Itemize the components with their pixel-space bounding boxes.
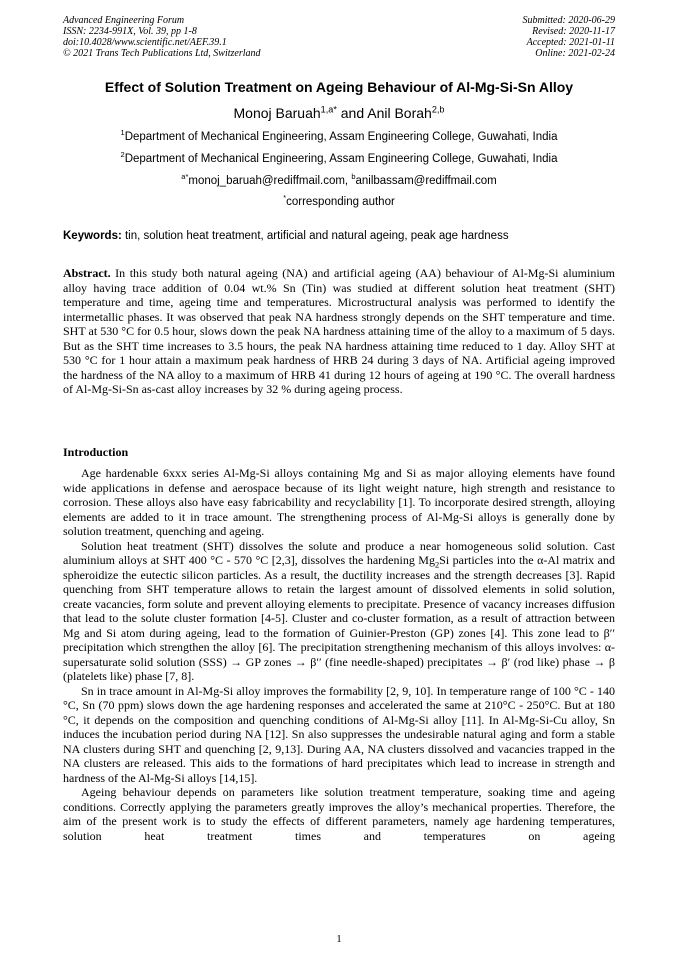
date-accepted: Accepted: 2021-01-11 [526, 37, 615, 48]
corresponding-note: *corresponding author [283, 193, 395, 208]
affiliation-2: $^2$Department of Mechanical Engineering, Assam Engineering College, Guwahati, India [120, 150, 558, 165]
author-list [0, 105, 678, 121]
keywords [63, 230, 615, 242]
author-1: Monoj Baruah [233, 105, 321, 121]
affiliation-1: $^1$Department of Mechanical Engineering, Assam Engineering College, Guwahati, India [120, 128, 558, 143]
section-heading-introduction: Introduction [63, 445, 129, 459]
page-number: 1 [336, 933, 342, 945]
submission-dates [523, 15, 616, 59]
intro-paragraph-1: Age hardenable 6xxx series Al-Mg-Si alloys containing Mg and Si as major alloying elements have found wide applications in defense and aerospace because of its light weight nature, high strength and resistance to corrosion. These alloys also have easy fabricability and recyclability [1]. To incorporate desired strength, alloying elements are added to it in trace amount. The strengthening process of Al-Mg-Si alloys is generally done by solution treatment, quenching and ageing. [63, 466, 615, 538]
date-online: Online: 2021-02-24 [535, 48, 615, 59]
email-link-b[interactable]: anilbassam@rediffmail.com [355, 175, 497, 187]
introduction-body [63, 466, 615, 843]
journal-doi: doi:10.4028/www.scientific.net/AEF.39.1 [63, 37, 227, 48]
email-link-a[interactable]: monoj_baruah@rediffmail.com, [188, 175, 349, 187]
date-submitted: Submitted: 2020-06-29 [522, 15, 615, 26]
journal-name: Advanced Engineering Forum [63, 15, 185, 26]
paper-title: Effect of Solution Treatment on Ageing Behaviour of Al-Mg-Si-Sn Alloy [104, 79, 574, 95]
journal-issn: ISSN: 2234-991X, Vol. 39, pp 1-8 [63, 26, 197, 37]
abstract [63, 266, 615, 397]
abstract-text: In this study both natural ageing (NA) and artificial ageing (AA) behaviour of Al-Mg-Si aluminium alloy having trace addition of 0.04 wt.% Sn (Tin) was studied at different solution heat treatment (SHT) temperature and time, ageing time and temperatures. Microstructural analysis was performed to identify the intermetallic phases. It was observed that peak NA hardness strongly depends on the SHT temperature and time. SHT at 530 °C for 0.5 hour, slows down the peak NA hardness attaining time of the alloy to a maximum of 5 days. But as the SHT time increases to 3.5 hours, the peak NA hardness attaining time reduced to 1 day. Alloy SHT at 530 °C for 1 hour attain a maximum peak hardness of HRB 24 during 3 days of NA. Artificial ageing improved the hardness of the NA alloy to a maximum of HRB 41 during 12 hours of ageing at 190 °C. The overall hardness of Al-Mg-Si-Sn as-cast alloy increases by 32 % during ageing process. [63, 266, 615, 396]
keywords-label: Keywords: [63, 230, 122, 242]
date-revised: Revised: 2020-11-17 [532, 26, 615, 37]
journal-info [63, 15, 261, 59]
intro-paragraph-3: Sn in trace amount in Al-Mg-Si alloy improves the formability [2, 9, 10]. In temperature range of 100 °C - 140 °C, Sn (70 ppm) slows down the age hardening responses and accelerated the same at 210°C - 250°C. But at 180 °C, it depends on the composition and quenching conditions of Al-Mg-Si alloy [11]. In Al-Mg-Si-Cu alloy, Sn induces the incubation period during NA [12]. Sn also suppresses the undesirable natural aging and form a stable NA clusters during SHT and quenching [2, 9,13]. During AA, NA clusters dissolved and vacancies trapped in the NA clusters are released. This aids to the formations of hard precipitates which lead to increase in strength and hardness of the Al-Mg-Si alloys [14,15]. [63, 683, 615, 785]
intro-paragraph-2: Solution heat treatment (SHT) dissolves the solute and produce a near homogeneous solid solution. Cast aluminium alloys at SHT 400 °C - 570 °C [2,3], dissolves the hardening $Mg_2Si$ particles into the α-Al matrix and spheroidize the eutectic silicon particles. As a result, the ductility increases and the strength decreases [3]. Rapid quenching from SHT temperature allows to retain the largest amount of dissolved elements in solid solution, create vacancies, form solute and prevent alloying elements to precipitate. Presence of vacancy increases diffusion that lead to the solute cluster formation [4-5]. Cluster and co-cluster formation, as a result of attraction between Mg and Si atom during ageing, lead to the formation of Guinier-Preston (GP) zones [4]. This zone lead to β′′ precipitation which strengthen the alloy [6]. The precipitation strengthening mechanism of this alloys involves: α-supersaturate solid solution (SSS) → GP zones → β′′ (fine needle-shaped) precipitates → β′ (rod like) phase → β (platelets like) phase [7, 8]. [63, 538, 615, 683]
keywords-text: tin, solution heat treatment, artificial and natural ageing, peak age hardness [121, 230, 509, 242]
author-2: Anil Borah [367, 105, 432, 121]
journal-copyright: © 2021 Trans Tech Publications Ltd, Switzerland [63, 48, 261, 59]
author-2-sup: 2,b [431, 104, 445, 115]
author-conj: and [336, 105, 368, 121]
intro-paragraph-4: Ageing behaviour depends on parameters like solution treatment temperature, soaking time and ageing conditions. Correctly applying the parameters greatly improves the alloy’s mechanical properties. Therefore, the aim of the present work is to study the effects of different parameters, namely age hardening temperatures, solution heat treatment times and temperatures on ageing [63, 785, 615, 843]
author-emails: $^{a*}$monoj_baruah@rediffmail.com, $^b$anilbassam@rediffmail.com [181, 172, 497, 187]
abstract-label: Abstract. [63, 266, 111, 280]
author-1-sup: 1,a* [320, 104, 337, 115]
